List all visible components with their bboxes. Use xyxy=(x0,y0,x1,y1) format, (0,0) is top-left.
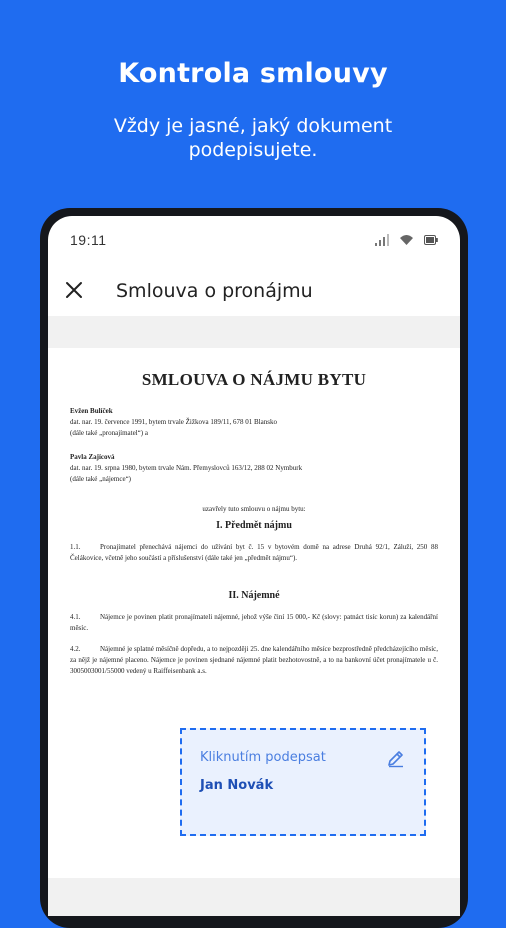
promo-subtitle-line1: Vždy je jasné, jaký dokument xyxy=(113,115,393,137)
promo-subtitle xyxy=(0,114,506,162)
promo-subtitle-line2: podepisujete. xyxy=(188,139,318,161)
clause-1-1-number: 1.1. xyxy=(70,543,81,551)
wifi-icon xyxy=(399,234,414,246)
battery-icon xyxy=(424,235,438,245)
party1-block xyxy=(70,406,438,439)
concluded-text: uzavřely tuto smlouvu o nájmu bytu: xyxy=(202,505,306,513)
app-bar-title: Smlouva o pronájmu xyxy=(116,280,313,302)
clause-4-1-text: Nájemce je povinen platit pronajímateli nájemné, jehož výše činí 15 000,- Kč (slovy: patnáct tisíc korun) za kalendářní měsíc. xyxy=(70,613,438,632)
section1-title: I. Předmět nájmu xyxy=(216,520,292,531)
signature-name: Jan Novák xyxy=(200,778,274,793)
party2-details: dat. nar. 19. srpna 1980, bytem trvale Nám. Přemyslovců 163/12, 288 02 Nymburk xyxy=(70,464,303,472)
section2-title: II. Nájemné xyxy=(228,590,280,601)
promo-title: Kontrola smlouvy xyxy=(118,58,388,89)
clause-4-2 xyxy=(70,644,438,677)
close-icon xyxy=(62,278,86,302)
party1-details: dat. nar. 19. července 1991, bytem trvale Žižkova 189/11, 678 01 Blansko xyxy=(70,418,277,426)
signature-hint: Kliknutím podepsat xyxy=(200,750,326,765)
clause-4-2-text: Nájemné je splatné měsíčně dopředu, a to nejpozději 25. dne kalendářního měsíce bezprostředně předcházejícího měsíc, za nějž je nájemné placeno. Nájemce je povinen sjednané nájemné platit bezhotovostně, a to na bankovní účet pronajímatele u č. 3005003001/55000 vedený u Raiffeisenbank a.s. xyxy=(70,645,438,675)
close-button[interactable] xyxy=(62,278,86,302)
app-bar xyxy=(48,266,460,318)
party2-name: Pavla Zajícová xyxy=(70,453,115,461)
pen-icon xyxy=(386,748,406,768)
signal-icon xyxy=(375,234,389,246)
document-title: SMLOUVA O NÁJMU BYTU xyxy=(141,370,367,389)
phone-screen xyxy=(48,216,460,916)
clause-1-1-text: Pronajímatel přenechává nájemci do užívání byt č. 15 v bytovém domě na adrese Druhá 92/1, Záluží, 250 88 Čelákovice, včetně jeho součástí a příslušenství (dále také jen „předmět nájmu“). xyxy=(70,543,438,562)
party1-name: Evžen Bulíček xyxy=(70,407,113,415)
clause-4-1-number: 4.1. xyxy=(70,613,81,621)
party2-role: (dále také „nájemce“) xyxy=(70,475,132,483)
signature-field[interactable] xyxy=(180,728,426,836)
clause-4-2-number: 4.2. xyxy=(70,645,81,653)
document-page xyxy=(48,348,460,878)
document-viewer[interactable] xyxy=(48,316,460,916)
status-icons xyxy=(375,234,438,246)
party2-block xyxy=(70,452,438,485)
clause-4-1 xyxy=(70,612,438,634)
status-time: 19:11 xyxy=(70,232,107,248)
party1-role: (dále také „pronajímatel“) a xyxy=(70,429,148,437)
clause-1-1 xyxy=(70,542,438,564)
status-bar xyxy=(48,216,460,266)
